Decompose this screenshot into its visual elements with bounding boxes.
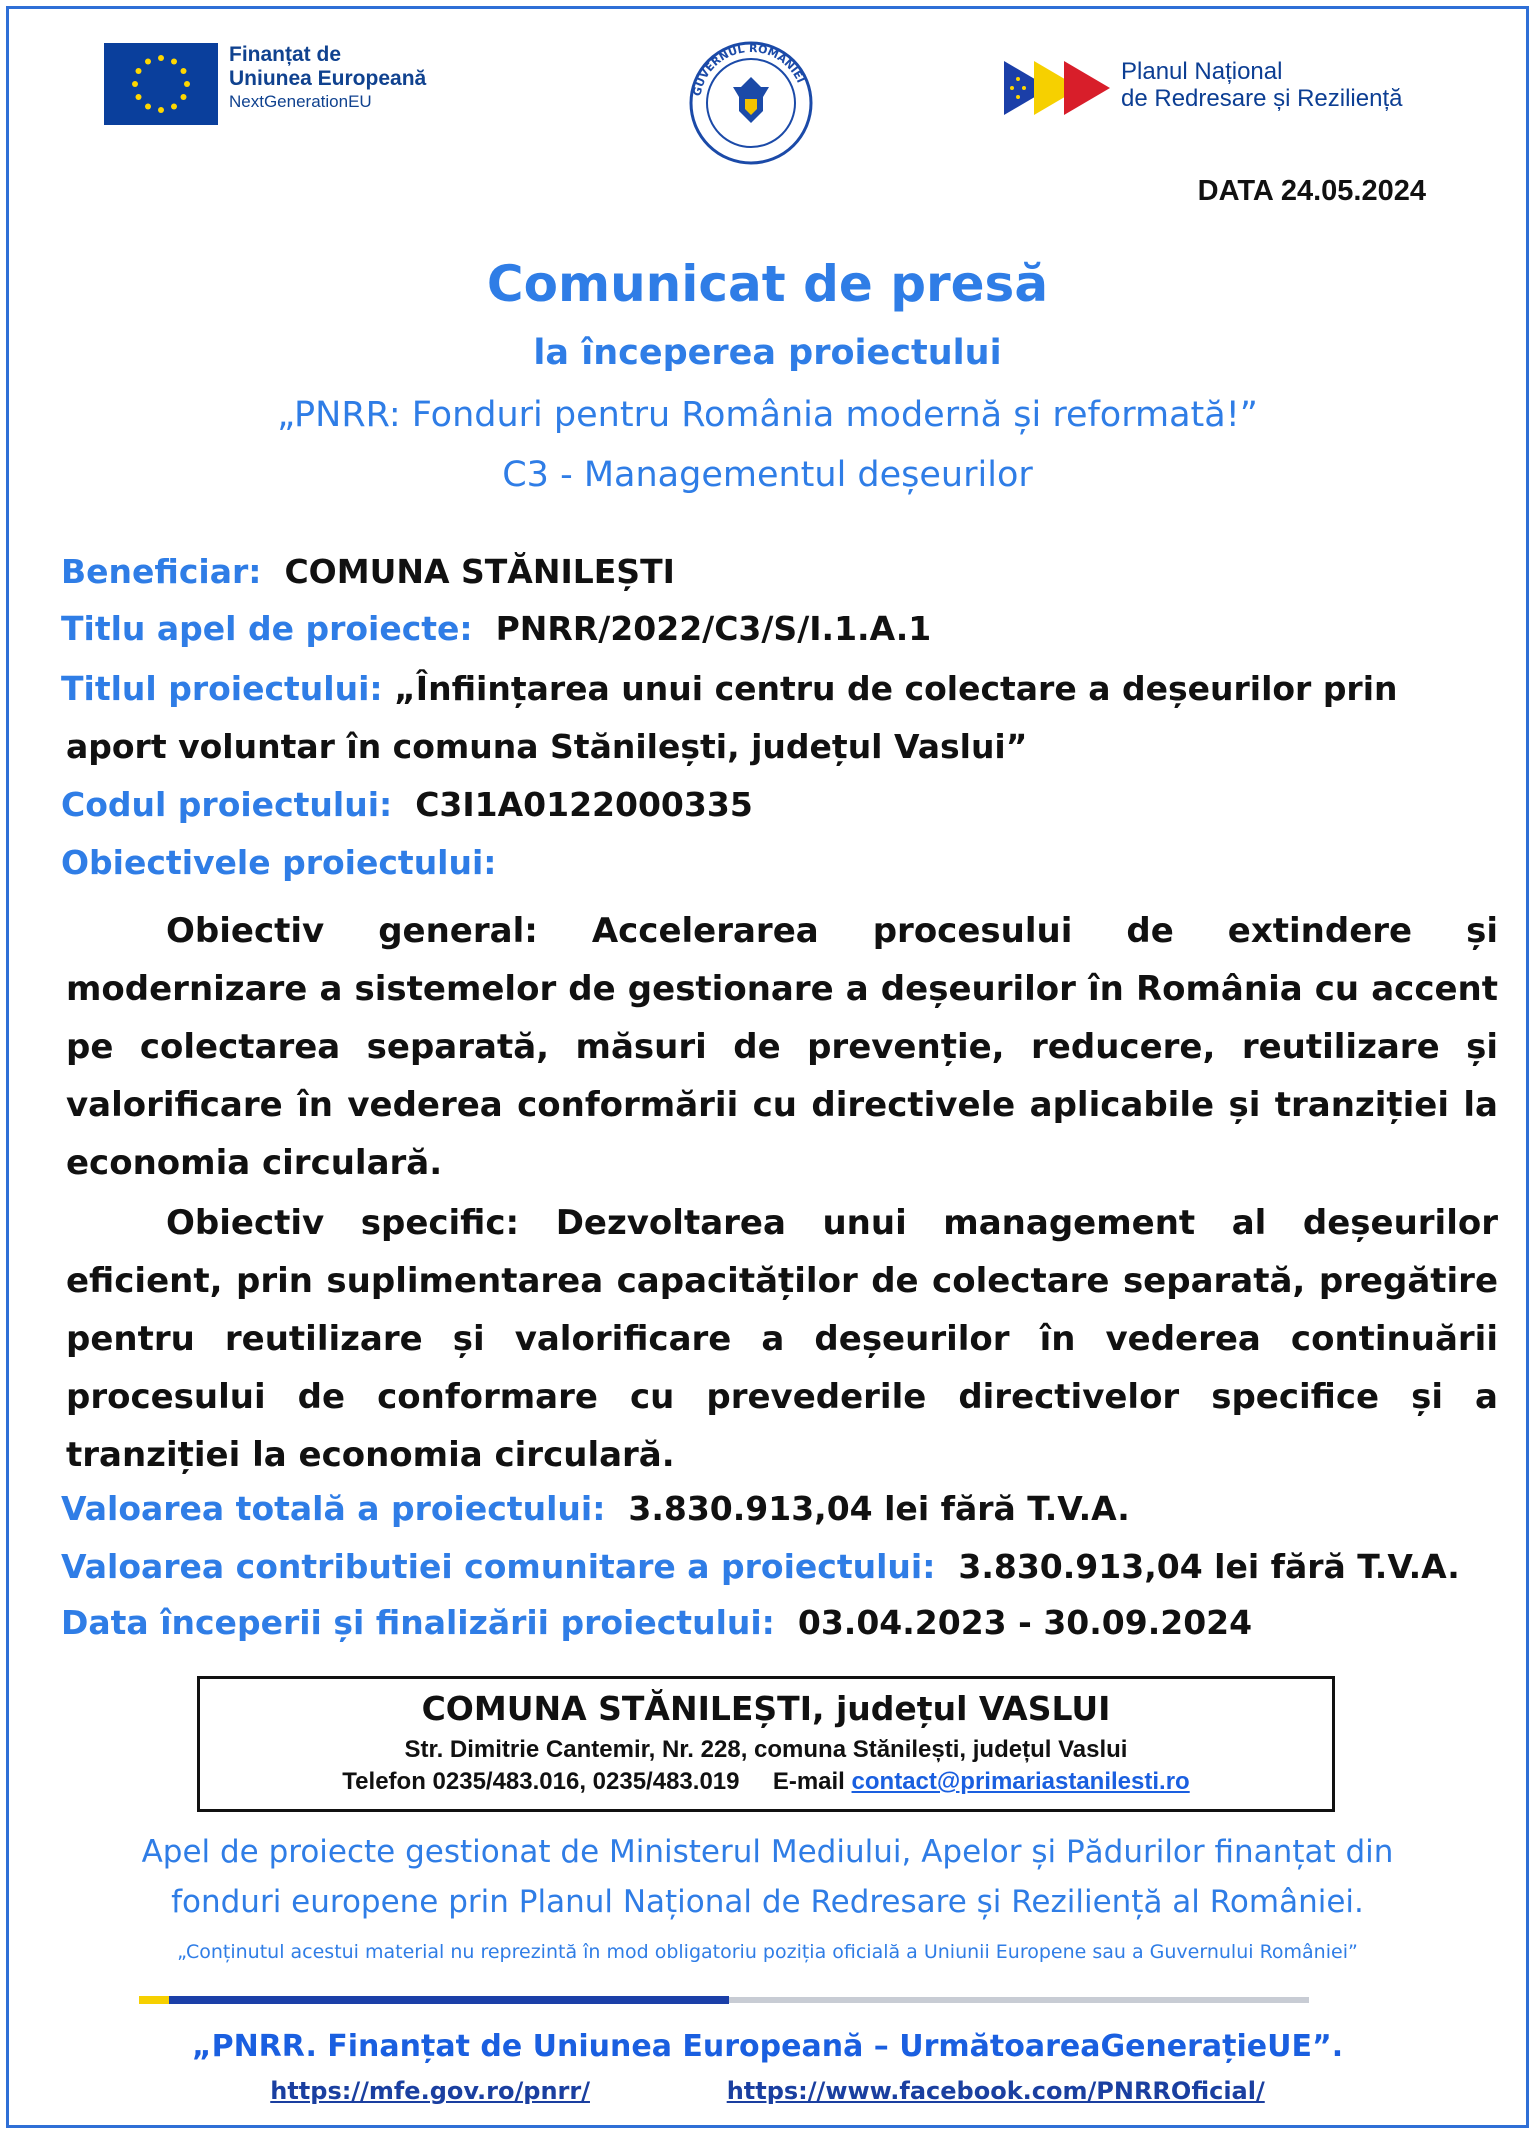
apel-line2: fonduri europene prin Planul Național de Redresare și Reziliență al României. bbox=[171, 1884, 1364, 1920]
beneficiar-value: COMUNA STĂNILEȘTI bbox=[284, 552, 675, 591]
eu-funding-line1: Finanțat de bbox=[229, 43, 342, 66]
valoare-totala-row bbox=[61, 1489, 1130, 1528]
government-seal-icon bbox=[689, 41, 813, 165]
page-title: Comunicat de presă bbox=[486, 255, 1049, 313]
contact-email-link[interactable]: contact@primariastanilesti.ro bbox=[851, 1768, 1190, 1795]
eu-funding-label bbox=[229, 43, 426, 111]
contact-name: COMUNA STĂNILEȘTI, județul VASLUI bbox=[421, 1689, 1111, 1728]
contact-address: Str. Dimitrie Cantemir, Nr. 228, comuna Stănilești, județul Vaslui bbox=[404, 1736, 1128, 1763]
disclaimer: „Conținutul acestui material nu reprezintă în mod obligatoriu poziția oficială a Uniunii Europene sau a Guvernului României” bbox=[177, 1941, 1358, 1963]
cod-value: C3I1A0122000335 bbox=[415, 785, 753, 824]
pnrr-logo-icon bbox=[1004, 57, 1114, 119]
footer-links bbox=[9, 2077, 1526, 2105]
apel-value: PNRR/2022/C3/S/I.1.A.1 bbox=[495, 609, 932, 648]
obiectiv-specific: Obiectiv specific: Dezvoltarea unui management al deșeurilor eficient, prin suplimentarea capacităților de colectare separată, pregătire pentru reutilizare și valorificare a deșeurilor în vederea continuării procesului de conformare cu prevederile directivelor specifice și a tranziției la economia circulară. bbox=[66, 1203, 1498, 1475]
titlu-label: Titlul proiectului: bbox=[61, 669, 383, 708]
divider-bar bbox=[139, 1994, 1309, 2006]
valoare-totala-value: 3.830.913,04 lei fără T.V.A. bbox=[628, 1489, 1130, 1528]
apel-info bbox=[9, 1827, 1526, 1927]
component-title: C3 - Managementul deșeurilor bbox=[502, 455, 1033, 495]
beneficiar-label: Beneficiar: bbox=[61, 552, 262, 591]
titlu-value-line1: „Înființarea unui centru de colectare a deșeurilor prin bbox=[394, 669, 1398, 708]
pnrr-line1: Planul Național bbox=[1121, 58, 1283, 85]
cod-row bbox=[61, 785, 753, 824]
obiective-row bbox=[61, 843, 497, 882]
eu-funding-line3: NextGenerationEU bbox=[229, 91, 372, 111]
obiective-label: Obiectivele proiectului: bbox=[61, 843, 497, 882]
valoare-contributie-label: Valoarea contributiei comunitare a proiectului: bbox=[61, 1547, 936, 1586]
beneficiar-row bbox=[61, 552, 675, 591]
apel-row bbox=[61, 609, 931, 648]
document-date: DATA 24.05.2024 bbox=[1197, 175, 1426, 207]
titlu-row bbox=[61, 669, 1398, 708]
valoare-contributie-row bbox=[61, 1547, 1460, 1586]
footer-slogan: „PNRR. Finanțat de Uniunea Europeană – UrmătoareaGenerațieUE”. bbox=[191, 2029, 1344, 2064]
contact-box bbox=[197, 1676, 1335, 1812]
page-subtitle: la începerea proiectului bbox=[533, 333, 1002, 373]
eu-funding-line2: Uniunea Europeană bbox=[229, 67, 427, 91]
program-title: „PNRR: Fonduri pentru România modernă și reformată!” bbox=[277, 395, 1258, 435]
eu-flag-icon bbox=[104, 43, 218, 125]
contact-phone: Telefon 0235/483.016, 0235/483.019 bbox=[342, 1768, 740, 1795]
apel-label: Titlu apel de proiecte: bbox=[61, 609, 473, 648]
link-mfe[interactable]: https://mfe.gov.ro/pnrr/ bbox=[270, 2077, 590, 2105]
seal-text: GUVERNUL ROMÂNIEI bbox=[690, 41, 808, 98]
press-release-page bbox=[6, 6, 1529, 2128]
link-facebook[interactable]: https://www.facebook.com/PNRROficial/ bbox=[726, 2077, 1265, 2105]
apel-line1: Apel de proiecte gestionat de Ministerul Mediului, Apelor și Pădurilor finanțat din bbox=[141, 1834, 1394, 1870]
valoare-totala-label: Valoarea totală a proiectului: bbox=[61, 1489, 606, 1528]
pnrr-line2: de Redresare și Reziliență bbox=[1121, 84, 1403, 112]
titlu-value-line2: aport voluntar în comuna Stănilești, județul Vaslui” bbox=[66, 727, 1028, 766]
obiectiv-general: Obiectiv general: Accelerarea procesului de extindere și modernizare a sistemelor de gestionare a deșeurilor în România cu accent pe colectarea separată, măsuri de prevenție, reducere, reutilizare și valorificare în vederea conformării cu directivele aplicabile și tranziției la economia circulară. bbox=[66, 911, 1498, 1183]
cod-label: Codul proiectului: bbox=[61, 785, 393, 824]
pnrr-label bbox=[1121, 59, 1402, 113]
contact-phone-email bbox=[200, 1768, 1332, 1796]
perioada-label: Data începerii și finalizării proiectului: bbox=[61, 1603, 775, 1642]
perioada-row bbox=[61, 1603, 1252, 1642]
valoare-contributie-value: 3.830.913,04 lei fără T.V.A. bbox=[958, 1547, 1460, 1586]
titlu-row-2 bbox=[66, 727, 1027, 766]
contact-email-label: E-mail bbox=[772, 1768, 845, 1795]
perioada-value: 03.04.2023 - 30.09.2024 bbox=[797, 1603, 1253, 1642]
